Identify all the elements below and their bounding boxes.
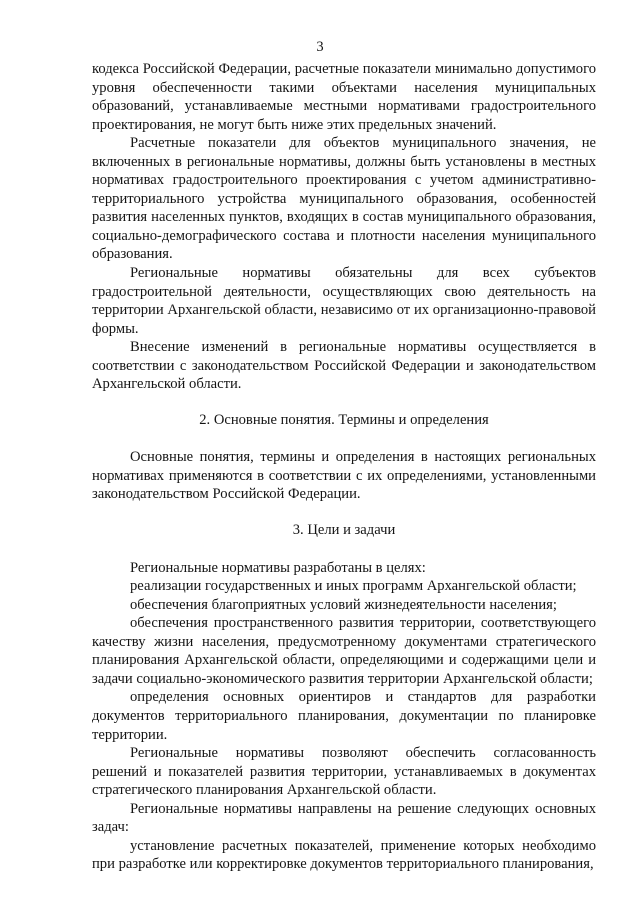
paragraph: Расчетные показатели для объектов муниципального значения, не включенных в региональные нормативы, должны быть установлены в местных нормативах градостроительного проектирования с учетом административно-территориального устройства муниципального образования, особенностей развития населенных пунктов, входящих в состав муниципального образования, социально-демографического состава и плотности населения муниципального образования. (92, 135, 596, 263)
paragraph: Региональные нормативы направлены на решение следующих основных задач: (92, 800, 596, 836)
list-item: определения основных ориентиров и стандартов для разработки документов территориального планирования, документации по планировке территории. (92, 689, 596, 743)
paragraph-continued: кодекса Российской Федерации, расчетные показатели минимально допустимого уровня обеспеченности такими объектами населения муниципальных образований, устанавливаемые местными нормативами градостроительного проектирования, не могут быть ниже этих предельных значений. (92, 61, 596, 133)
document-body (92, 60, 596, 874)
paragraph: Региональные нормативы разработаны в целях: (130, 559, 426, 576)
paragraph: Внесение изменений в региональные нормативы осуществляется в соответствии с законодательством Российской Федерации и законодательством Архангельской области. (92, 339, 596, 393)
list-item: установление расчетных показателей, применение которых необходимо при разработке или корректировке документов территориального планирования, (92, 837, 596, 873)
section-heading-3: 3. Цели и задачи (292, 522, 396, 539)
paragraph: Региональные нормативы позволяют обеспечить согласованность решений и показателей развития территории, устанавливаемых в документах стратегического планирования Архангельской области. (92, 745, 596, 799)
list-item: обеспечения благоприятных условий жизнедеятельности населения; (130, 596, 557, 613)
list-item: обеспечения пространственного развития территории, соответствующего качеству жизни населения, предусмотренному документами стратегического планирования Архангельской области, определяющими и содержащими цели и задачи социально-экономического развития территории Архангельской области; (92, 615, 596, 687)
paragraph: Региональные нормативы обязательны для всех субъектов градостроительной деятельности, осуществляющих свою деятельность на территории Архангельской области, независимо от их организационно-правовой формы. (92, 265, 596, 337)
section-heading-2: 2. Основные понятия. Термины и определения (199, 411, 489, 428)
page-number: 3 (316, 39, 324, 55)
paragraph: Основные понятия, термины и определения в настоящих региональных нормативах применяются в соответствии с их определениями, установленными законодательством Российской Федерации. (92, 449, 596, 503)
list-item: реализации государственных и иных программ Архангельской области; (130, 578, 577, 595)
